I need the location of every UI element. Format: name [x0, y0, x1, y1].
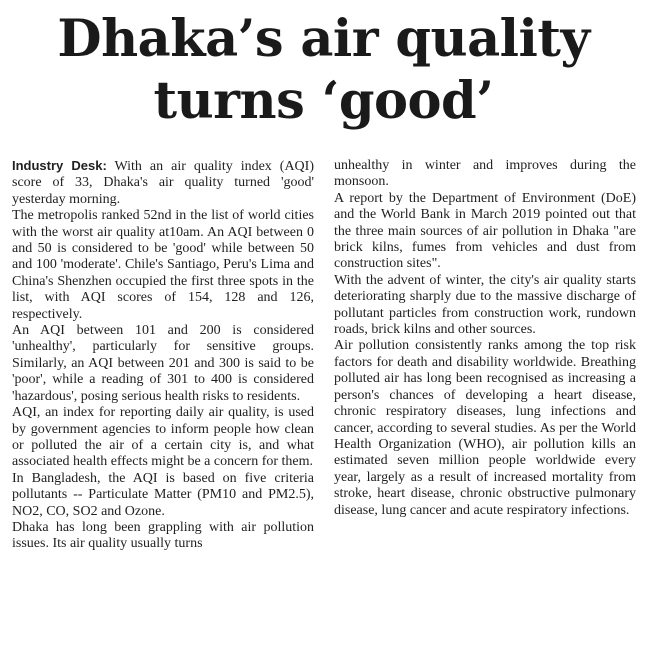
article-column-left [12, 158, 314, 654]
article-paragraph: In Bangladesh, the AQI is based on five criteria pollutants -- Particulate Matter (PM10 and PM2.5), NO2, CO, SO2 and Ozone. [12, 470, 314, 519]
article-body [12, 158, 636, 654]
article-paragraph: Air pollution consistently ranks among the top risk factors for death and disability worldwide. Breathing polluted air has long been recognised as increasing a person's chances of developing a heart disease, chronic respiratory diseases, lung infections and cancer, according to several studies. As per the World Health Organization (WHO), air pollution kills an estimated seven million people worldwide every year, largely as a result of increased mortality from stroke, heart disease, chronic obstructive pulmonary disease, lung cancer and acute respiratory infections. [334, 338, 636, 518]
byline: Industry Desk: [12, 158, 107, 173]
article-column-right [334, 158, 636, 654]
article-lead-text: With an air quality index (AQI) score of 33, Dhaka's air quality turned 'good' yesterday morning. [12, 159, 314, 207]
headline [0, 8, 647, 132]
article-paragraph: A report by the Department of Environment (DoE) and the World Bank in March 2019 pointed out that the three main sources of air pollution in Dhaka "are brick kilns, fumes from vehicles and dust from construction sites". [334, 190, 636, 272]
article-paragraph: unhealthy in winter and improves during the monsoon. [334, 158, 636, 190]
article-paragraph: AQI, an index for reporting daily air quality, is used by government agencies to inform people how clean or polluted the air of a certain city is, and what associated health effects might be a concern for them. [12, 405, 314, 470]
article-paragraph: The metropolis ranked 52nd in the list of world cities with the worst air quality at10am. An AQI between 0 and 50 is considered to be 'good' while between 50 and 100 'moderate'. Chile's Santiago, Peru's Lima and China's Shenzhen occupied the first three spots in the list, with AQI scores of 154, 128 and 126, respectively. [12, 208, 314, 322]
article-paragraph: Dhaka has long been grappling with air pollution issues. Its air quality usually turns [12, 519, 314, 552]
article-paragraph: With the advent of winter, the city's air quality starts deteriorating sharply due to the massive discharge of pollutant particles from construction work, rundown roads, brick kilns and other sources. [334, 272, 636, 338]
headline-line-1: Dhaka’s air quality [57, 9, 590, 69]
article-paragraph: An AQI between 101 and 200 is considered 'unhealthy', particularly for sensitive groups. Similarly, an AQI between 201 and 300 is said to be 'poor', while a reading of 301 to 400 is considered 'hazardous', posing serious health risks to residents. [12, 323, 314, 404]
article-paragraph [12, 158, 314, 208]
headline-line-2: turns ‘good’ [153, 71, 494, 131]
